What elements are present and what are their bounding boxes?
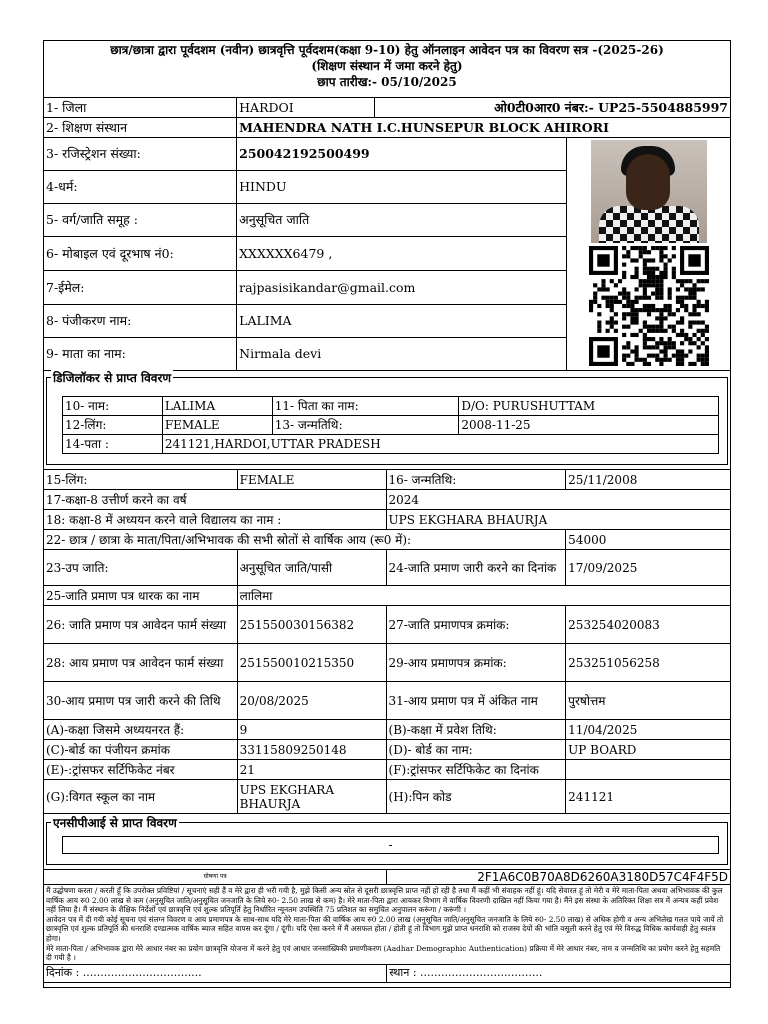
income-cert-name-value: पुरषोत्तम xyxy=(566,682,731,720)
digilocker-legend: डिजिलॉकर से प्राप्त विवरण xyxy=(53,371,172,385)
income-app-label: 28: आय प्रमाण पत्र आवेदन फार्म संख्या xyxy=(44,644,238,682)
income-label: 22- छात्र / छात्रा के माता/पिता/अभिभावक की सभी स्रोतों से वार्षिक आय (रू0 में): xyxy=(44,530,566,550)
district-value: HARDOI xyxy=(237,98,375,118)
form-header xyxy=(44,41,730,97)
pass8-value: 2024 xyxy=(386,490,730,510)
holder-value: लालिमा xyxy=(237,586,730,606)
dob-value: 25/11/2008 xyxy=(566,470,731,490)
declaration-para-2: आवेदन पत्र में दी गयी कोई सूचना एवं संलग्न विवरण व आय प्रमाणपत्र के साथ-साथ यदि मेरे माता-पिता की वार्षिक आय रु0 2.00 लाख (अनुसूचित जाति/अनुसूचित जनजाति के लिये रु0- 2.50 लाख) से अधिक होगी व अन्य अभिलेख गलत पाये जायें तो छात्रवृत्ति एवं शुल्क प्रतिपूर्ति की धनराशि दण्डात्मक वार्षिक ब्याज सहित वापस कर दूंगा / दूंगी। यदि ऐसा करने में मैं असफल होता / होती हूं तो विभाग मुझे प्राप्त धनराशि को राजस्व देयों की भांति वसूली करने हेतु एवं मेरे विरुद्ध विधिक कार्यवाही हेतु स्वतंत्र होगा। xyxy=(46,914,724,943)
npci-section xyxy=(46,816,728,865)
school8-label: 18: कक्षा-8 में अध्ययन करने वाले विद्यालय का नाम : xyxy=(44,510,387,530)
gender-label: 15-लिंग: xyxy=(44,470,238,490)
dl-name-label: 10- नाम: xyxy=(63,397,163,416)
board-reg-label: (C)-बोर्ड का पंजीयन क्रमांक xyxy=(44,740,238,760)
dl-name-value: LALIMA xyxy=(162,397,272,416)
tc-date-value xyxy=(566,760,731,780)
date-line: दिनांक : .................................. xyxy=(44,964,387,982)
application-form xyxy=(43,40,731,988)
pin-value: 241121 xyxy=(566,780,731,814)
income-cert-no-label: 29-आय प्रमाणपत्र क्रमांक: xyxy=(386,644,566,682)
npci-legend: एनसीपीआई से प्राप्त विवरण xyxy=(53,816,177,830)
tc-value: 21 xyxy=(237,760,386,780)
caste-cert-date-label: 24-जाति प्रमाण जारी करने का दिनांक xyxy=(386,550,566,586)
details-table xyxy=(43,469,731,814)
institute-label: 2- शिक्षण संस्थान xyxy=(44,118,237,138)
email-label: 7-ईमेल: xyxy=(44,271,237,305)
npci-value: - xyxy=(62,836,719,854)
reg-value: 250042192500499 xyxy=(237,138,567,171)
digilocker-table xyxy=(62,396,719,454)
prev-school-value: UPS EKGHARA BHAURJA xyxy=(237,780,386,814)
declaration-table xyxy=(43,869,731,983)
board-label: (D)- बोर्ड का नाम: xyxy=(386,740,566,760)
applicant-table xyxy=(43,97,731,371)
dl-address-value: 241121,HARDOI,UTTAR PRADESH xyxy=(162,435,718,454)
caste-app-label: 26: जाति प्रमाण पत्र आवेदन फार्म संख्या xyxy=(44,606,238,644)
district-label: 1- जिला xyxy=(44,98,237,118)
board-reg-value: 33115809250148 xyxy=(237,740,386,760)
header-subtitle: (शिक्षण संस्थान में जमा करने हेतु) xyxy=(311,59,463,73)
student-photo xyxy=(591,140,707,243)
mobile-value: XXXXXX6479 , xyxy=(237,237,567,271)
gender-value: FEMALE xyxy=(237,470,386,490)
subcaste-value: अनुसूचित जाति/पासी xyxy=(237,550,386,586)
print-date: छाप तारीख:- 05/10/2025 xyxy=(317,75,457,89)
dl-father-value: D/O: PURUSHUTTAM xyxy=(459,397,719,416)
qr-code xyxy=(589,246,709,366)
caste-cert-no-label: 27-जाति प्रमाणपत्र क्रमांक: xyxy=(386,606,566,644)
dl-dob-value: 2008-11-25 xyxy=(459,416,719,435)
tc-label: (E)-:ट्रांसफर सर्टिफिकेट नंबर xyxy=(44,760,238,780)
mother-label: 9- माता का नाम: xyxy=(44,338,237,371)
declaration-para-3: मेरे माता-पिता / अभिभावक द्वारा मेरे आधार नंबर का प्रयोग छात्रवृत्ति योजना में करने हेतु एवं आधार जनसांख्यिकी प्रमाणीकरण (Aadhar Demographic Authentication) प्रक्रिया में मेरे आधार नंबर, नाम व जन्मतिथि का प्रयोग करने हेतु सहमति दी गयी है । xyxy=(46,943,721,963)
dl-gender-value: FEMALE xyxy=(162,416,272,435)
income-value: 54000 xyxy=(566,530,731,550)
holder-label: 25-जाति प्रमाण पत्र धारक का नाम xyxy=(44,586,238,606)
pin-label: (H):पिन कोड xyxy=(386,780,566,814)
income-cert-date-value: 20/08/2025 xyxy=(237,682,386,720)
declaration-hash: 2F1A6C0B70A8D6260A3180D57C4F4F5D xyxy=(387,870,731,885)
prev-school-label: (G):विगत स्कूल का नाम xyxy=(44,780,238,814)
subcaste-label: 23-उप जाति: xyxy=(44,550,238,586)
place-line: स्थान : ................................... xyxy=(387,964,731,982)
dl-gender-label: 12-लिंग: xyxy=(63,416,163,435)
mobile-label: 6- मोबाइल एवं दूरभाष नं0: xyxy=(44,237,237,271)
declaration-para-1: मैं उद्घोषणा करता / करती हूँ कि उपरोक्त प्रविष्टियां / सूचनाएं सही हैं व मेरे द्वारा ही भरी गयी है, मुझे किसी अन्य स्रोत से दूसरी छात्रवृत्ति प्राप्त नहीं हो रही है तथा मैं कहीं भी संवाहक नहीं हूं। यदि सेवारत हूं तो मेरी व मेरे माता-पिता अथवा अभिभावक की कुल वार्षिक आय रु0 2.00 लाख से कम (अनुसूचित जाति/अनुसूचित जनजाति के लिये रु0- 2.50 लाख से कम) है। मेरे माता-पिता द्वारा आयकर विभाग में वार्षिक विवरणी दाखिल नहीं किया गया है। मैंने इस संस्था के अतिरिक्त शिक्षा सत्र में अन्यत्र कहीं प्रवेश नहीं लिया है। मैं संस्थान के शैक्षिक निर्देशों एवं छात्रवृत्ति एवं शुल्क प्रतिपूर्ति हेतु निर्धारित न्यूनतम उपस्थिति 75 प्रतिशत का समुचित अनुपालन करूंगा / करूंगी । xyxy=(46,886,723,915)
caste-label: 5- वर्ग/जाति समूह : xyxy=(44,204,237,237)
declaration-label: घोषणा पत्र xyxy=(44,870,387,885)
religion-value: HINDU xyxy=(237,171,567,204)
reg-label: 3- रजिस्ट्रेशन संख्या: xyxy=(44,138,237,171)
dl-address-label: 14-पता : xyxy=(63,435,163,454)
school8-value: UPS EKGHARA BHAURJA xyxy=(386,510,730,530)
class-value: 9 xyxy=(237,720,386,740)
admission-label: (B)-कक्षा में प्रवेश तिथि: xyxy=(386,720,566,740)
religion-label: 4-धर्म: xyxy=(44,171,237,204)
income-cert-name-label: 31-आय प्रमाण पत्र में अंकित नाम xyxy=(386,682,566,720)
tc-date-label: (F):ट्रांसफर सर्टिफिकेट का दिनांक xyxy=(386,760,566,780)
caste-value: अनुसूचित जाति xyxy=(237,204,567,237)
dl-dob-label: 13- जन्मतिथि: xyxy=(272,416,459,435)
class-label: (A)-कक्षा जिसमे अध्ययनरत हैं: xyxy=(44,720,238,740)
photo-qr-cell xyxy=(567,138,731,371)
institute-value: MAHENDRA NATH I.C.HUNSEPUR BLOCK AHIRORI xyxy=(237,118,731,138)
pass8-label: 17-कक्षा-8 उत्तीर्ण करने का वर्ष xyxy=(44,490,387,510)
name-value: LALIMA xyxy=(237,305,567,338)
admission-value: 11/04/2025 xyxy=(566,720,731,740)
dob-label: 16- जन्मतिथि: xyxy=(386,470,566,490)
otr-number: ओ0टी0आर0 नंबर:- UP25-5504885997 xyxy=(374,98,730,118)
caste-cert-no-value: 253254020083 xyxy=(566,606,731,644)
dl-father-label: 11- पिता का नाम: xyxy=(272,397,459,416)
email-value: rajpasisikandar@gmail.com xyxy=(237,271,567,305)
digilocker-section xyxy=(46,371,728,465)
caste-app-value: 251550030156382 xyxy=(237,606,386,644)
board-value: UP BOARD xyxy=(566,740,731,760)
income-app-value: 251550010215350 xyxy=(237,644,386,682)
income-cert-date-label: 30-आय प्रमाण पत्र जारी करने की तिथि xyxy=(44,682,238,720)
header-title: छात्र/छात्रा द्वारा पूर्वदशम (नवीन) छात्रवृत्ति पूर्वदशम(कक्षा 9-10) हेतु ऑनलाइन आवेदन पत्र का विवरण सत्र -(2025-26) xyxy=(110,43,664,57)
name-label: 8- पंजीकरण नाम: xyxy=(44,305,237,338)
declaration-text xyxy=(44,885,731,965)
income-cert-no-value: 253251056258 xyxy=(566,644,731,682)
mother-value: Nirmala devi xyxy=(237,338,567,371)
caste-cert-date-value: 17/09/2025 xyxy=(566,550,731,586)
